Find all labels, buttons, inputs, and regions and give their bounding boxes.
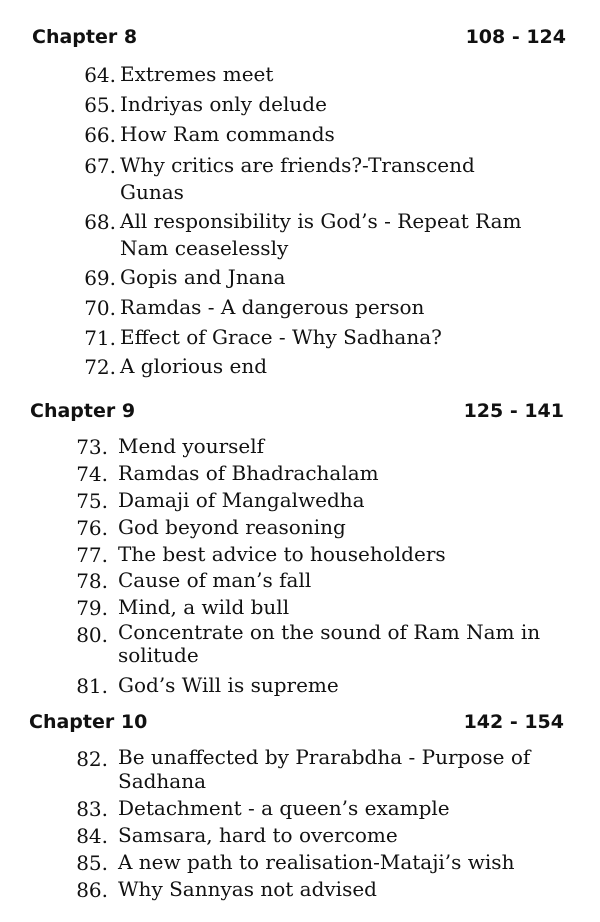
entry-title: Ramdas of Bhadrachalam [118,461,379,485]
entry-title: All responsibility is God’s - Repeat Ram Nam ceaselessly [120,209,522,260]
entry-number: 85. [76,851,108,875]
entry-title: Mind, a wild bull [118,595,290,619]
entry-number: 83. [76,797,108,821]
entry-number: 84. [76,824,108,848]
chapter-page-range: 142 - 154 [463,711,564,733]
entry-title: Indriyas only delude [120,92,327,116]
entry-title: God beyond reasoning [118,515,346,539]
entry-title: Why Sannyas not advised [118,877,377,901]
entry-number: 78. [76,569,108,593]
entry-title: A glorious end [120,354,268,378]
entry-title: Why critics are friends?-Transcend Gunas [120,153,475,204]
chapter-page-range: 125 - 141 [463,400,564,422]
chapter-heading [0,396,600,426]
entry-title: Samsara, hard to overcome [118,823,398,847]
entry-number: 75. [76,489,108,513]
chapter-heading [0,707,600,737]
entry-number: 72. [84,355,116,379]
entry-title: Effect of Grace - Why Sadhana? [120,325,442,349]
entry-number: 68. [84,210,116,234]
entry-number: 64. [84,63,116,87]
entry-number: 73. [76,435,108,459]
entry-title: A new path to realisation-Mataji’s wish [118,850,515,874]
entry-number: 76. [76,516,108,540]
entry-title: Extremes meet [120,62,274,86]
entry-number: 69. [84,266,116,290]
entry-title: How Ram commands [120,122,335,146]
entry-title: Ramdas - A dangerous person [120,295,425,319]
entry-number: 74. [76,462,108,486]
entry-title: Concentrate on the sound of Ram Nam in solitude [118,620,541,667]
chapter-heading [0,22,600,52]
entry-number: 79. [76,596,108,620]
entry-title: Cause of man’s fall [118,568,312,592]
entry-number: 82. [76,747,108,771]
chapter-title: Chapter 10 [29,711,148,733]
entry-number: 66. [84,123,116,147]
entry-title: Damaji of Mangalwedha [118,488,365,512]
chapter-title: Chapter 8 [32,26,138,48]
entry-number: 80. [76,623,108,647]
entry-number: 71. [84,326,116,350]
entry-number: 86. [76,878,108,902]
entry-title: God’s Will is supreme [118,673,339,697]
entry-number: 77. [76,543,108,567]
entry-number: 67. [84,154,116,178]
entry-title: Detachment - a queen’s example [118,796,450,820]
entry-title: Be unaffected by Prarabdha - Purpose of Sadhana [118,745,531,793]
entry-number: 65. [84,93,116,117]
entry-title: Gopis and Jnana [120,265,286,289]
entry-number: 70. [84,296,116,320]
chapter-title: Chapter 9 [30,400,136,422]
chapter-page-range: 108 - 124 [465,26,566,48]
entry-title: The best advice to householders [118,542,446,566]
entry-number: 81. [76,674,108,698]
entry-title: Mend yourself [118,434,265,458]
